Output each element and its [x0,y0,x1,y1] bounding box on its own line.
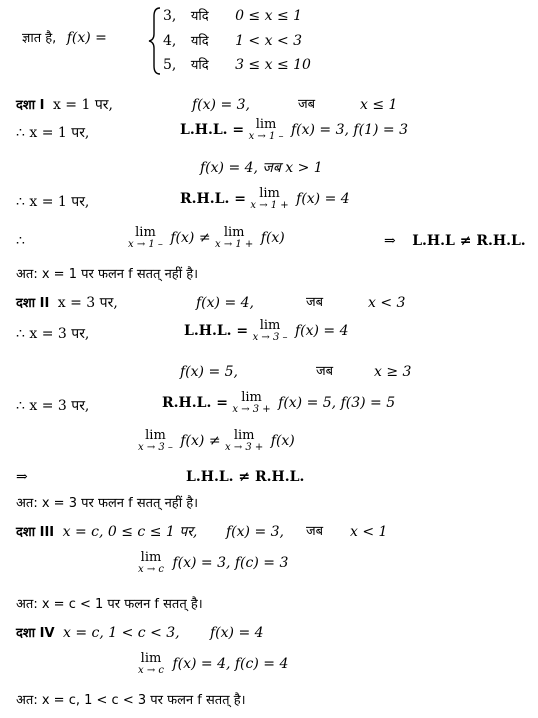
limit-operator [249,118,284,142]
case3-at: x = c, 0 ≤ c ≤ 1 पर, [62,524,198,540]
lim-text: lim [233,428,255,443]
rhl-label: R.H.L. = [162,395,228,411]
limit-operator [128,226,163,250]
case3-line1 [16,523,197,542]
case-value: 4, [163,33,177,49]
lim-sub: x → 1 + [250,200,289,211]
case-row-1 [163,7,302,26]
case1-f2: f(x) = 4, जब x > 1 [200,160,323,176]
case1-lhl-expr [180,118,408,142]
case2-lhl-expr [184,319,349,343]
lim-text: lim [259,318,281,333]
case2-result: अत: x = 3 पर फलन f सतत् नहीं है। [16,496,199,511]
intro-lead [22,29,107,48]
lhl-label: L.H.L. = [180,122,245,138]
lhl-label: L.H.L. = [184,323,249,339]
limit-operator [138,429,173,453]
case1-result: अत: x = 1 पर फलन f सतत् नहीं है। [16,267,199,282]
ineq-mid: f(x) ≠ [170,230,211,246]
case4-at: x = c, 1 < c < 3, [63,625,180,641]
intro-lead-text: ज्ञात है, [22,31,57,46]
lim-text: lim [241,390,262,405]
case3-limit-expr [138,551,288,575]
case2-line1 [16,294,118,313]
case2-at: x = 3 पर, [57,295,118,311]
case-value: 3, [163,8,177,24]
case2-cond2: x ≥ 3 [374,364,412,380]
limit-operator [232,391,270,415]
case3-result: अत: x = c < 1 पर फलन f सतत् है। [16,597,203,612]
case4-limit-expr [138,652,288,676]
lim-sub: x → 3 – [252,332,288,343]
lim-sub: x → 1 + [215,239,254,250]
case2-heading: दशा II [16,296,50,311]
case-cond: 1 < x < 3 [235,33,303,49]
case1-implies [384,232,526,250]
lim-sub: x → 1 – [248,131,284,142]
lim-sub: x → 1 – [128,239,163,250]
case2-therefore2: ∴ x = 3 पर, [16,398,90,414]
case2-cond: x < 3 [368,295,406,311]
rhl-label: R.H.L. = [180,191,246,207]
case1-therefore3: ∴ [16,233,25,249]
lim-text: lim [135,225,156,240]
case1-therefore: ∴ x = 1 पर, [16,125,90,141]
case1-at: x = 1 पर, [52,97,113,113]
lim-text: lim [140,550,162,565]
lim-sub: x → 3 + [232,404,271,415]
case1-line1 [16,96,113,115]
limit-operator [138,551,164,575]
ineq-end: f(x) [260,230,285,246]
case-cond: 3 ≤ x ≤ 10 [235,57,311,73]
case3-f1: f(x) = 3, [226,524,284,540]
case-word: यदि [190,9,209,24]
case4-f1: f(x) = 4 [210,625,264,641]
lim-text: lim [140,651,162,666]
case1-cond: x ≤ 1 [360,97,398,113]
case3-jab: जब [306,524,324,539]
case1-therefore2: ∴ x = 1 पर, [16,194,90,210]
case4-result: अत: x = c, 1 < c < 3 पर फलन f सतत् है। [16,693,246,708]
limit-operator [253,319,288,343]
case2-implies-sign: ⇒ [16,469,28,485]
case2-therefore: ∴ x = 3 पर, [16,326,90,342]
case2-jab2: जब [316,364,334,379]
case3-heading: दशा III [16,525,55,540]
case1-lhl-ne-rhl: L.H.L ≠ R.H.L. [412,233,526,249]
case3-rest: f(x) = 3, f(c) = 3 [172,555,289,571]
rhl-rest: f(x) = 5, f(3) = 5 [278,395,396,411]
limit-operator [215,226,253,250]
lim-sub: x → 3 – [138,442,173,453]
lim-text: lim [145,428,166,443]
intro-f-eq: f(x) = [66,30,107,46]
case1-heading: दशा I [16,98,45,113]
lhl-rest: f(x) = 3, f(1) = 3 [290,122,408,138]
case2-lhl-ne-rhl: L.H.L. ≠ R.H.L. [186,469,305,485]
case2-f1: f(x) = 4, [196,295,254,311]
case1-f1: f(x) = 3, [192,97,250,113]
case-word: यदि [190,58,209,73]
case1-rhl-expr [180,187,350,211]
ineq-mid: f(x) ≠ [180,433,221,449]
piecewise-brace [148,6,162,76]
case4-line1 [16,624,180,643]
case-value: 5, [163,57,177,73]
case-row-3 [163,56,311,75]
case1-jab: जब [298,97,316,112]
limit-operator [250,187,288,211]
case2-rhl-expr [162,391,395,415]
lhl-rest: f(x) = 4 [294,323,349,339]
rhl-rest: f(x) = 4 [296,191,350,207]
lim-sub: x → c [138,564,164,575]
implies-sign: ⇒ [384,233,396,249]
lim-text: lim [255,117,277,132]
case1-inequality [128,226,285,250]
case3-cond: x < 1 [350,524,388,540]
case-word: यदि [190,34,209,49]
lim-text: lim [223,225,245,240]
case2-jab: जब [306,295,324,310]
limit-operator [138,652,164,676]
case2-f2: f(x) = 5, [180,364,238,380]
lim-sub: x → 3 + [225,442,264,453]
case4-rest: f(x) = 4, f(c) = 4 [172,656,289,672]
case2-inequality [138,429,295,453]
case4-heading: दशा IV [16,626,55,641]
ineq-end: f(x) [270,433,295,449]
case-cond: 0 ≤ x ≤ 1 [235,8,303,24]
lim-sub: x → c [138,665,164,676]
lim-text: lim [259,186,280,201]
limit-operator [225,429,263,453]
case-row-2 [163,32,302,51]
